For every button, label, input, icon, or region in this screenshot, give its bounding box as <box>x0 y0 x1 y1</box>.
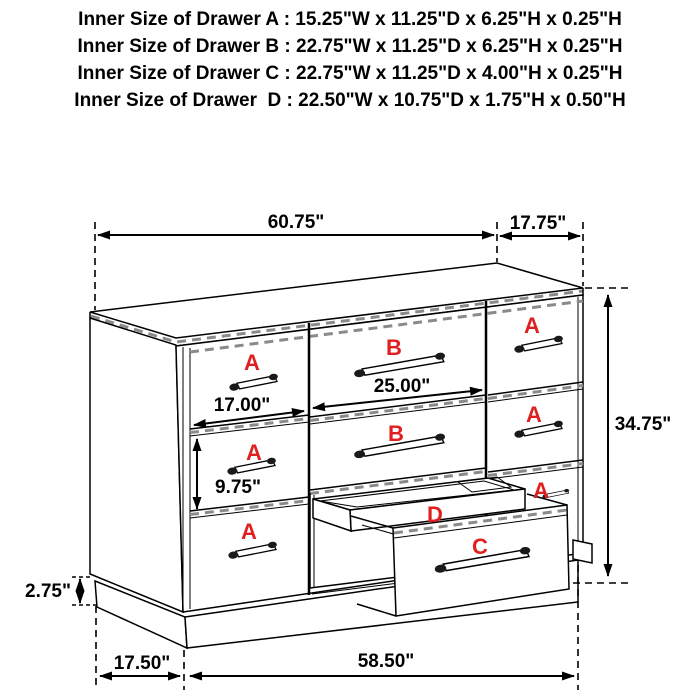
drawer-letter-a-left-middle: A <box>246 440 262 465</box>
dim-label-overall-width: 60.75" <box>267 212 325 233</box>
drawer-letter-a-left-bottom: A <box>241 519 257 544</box>
spec-line-drawer-c: Inner Size of Drawer C : 22.75"W x 11.25"D x 4.00"H x 0.25"H <box>77 63 623 84</box>
dim-label-drawer-b-width: 25.00" <box>373 376 431 397</box>
spec-line-drawer-a: Inner Size of Drawer A : 15.25"W x 11.25"D x 6.25"H x 0.25"H <box>78 9 622 30</box>
dim-label-drawer-a-width: 17.00" <box>213 395 271 416</box>
drawer-letter-b-top: B <box>386 335 402 360</box>
dim-label-overall-height: 34.75" <box>614 414 672 435</box>
right-foot <box>573 540 592 563</box>
drawer-letter-a-right-top: A <box>524 313 540 338</box>
dim-label-base-front: 58.50" <box>357 651 415 672</box>
dim-label-base-height: 2.75" <box>25 581 71 602</box>
left-side-panel <box>90 318 183 612</box>
dim-label-base-side: 17.50" <box>113 653 171 674</box>
drawer-letter-b-bottom: B <box>388 421 404 446</box>
spec-line-drawer-d: Inner Size of Drawer D : 22.50"W x 10.75"D x 1.75"H x 0.50"H <box>74 90 626 111</box>
spec-line-drawer-b: Inner Size of Drawer B : 22.75"W x 11.25"D x 6.25"H x 0.25"H <box>77 36 623 57</box>
dresser-drawing <box>90 263 592 648</box>
dim-label-overall-depth: 17.75" <box>509 213 567 234</box>
drawer-letter-a-right-bottom: A <box>533 478 549 503</box>
dim-label-drawer-a-height: 9.75" <box>215 477 261 498</box>
drawer-letter-a-left-top: A <box>244 350 260 375</box>
drawer-letter-c: C <box>472 534 488 559</box>
drawer-letter-a-right-middle: A <box>526 402 542 427</box>
drawer-letter-d: D <box>427 502 443 527</box>
